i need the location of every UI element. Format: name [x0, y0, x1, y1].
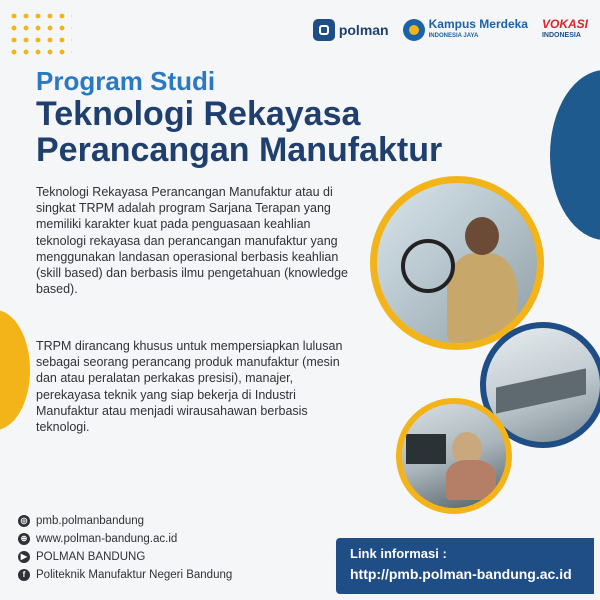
photo-head [465, 217, 499, 255]
contact-facebook[interactable] [18, 566, 232, 584]
contact-instagram[interactable] [18, 512, 232, 530]
header-logos [313, 18, 588, 42]
kampus-merdeka-icon [403, 19, 425, 41]
blue-shape-decoration [550, 70, 600, 240]
contact-youtube[interactable] [18, 548, 232, 566]
polman-logo-text: polman [338, 22, 389, 38]
yellow-shape-decoration [0, 310, 30, 430]
monitor-shape [406, 434, 446, 464]
info-url-link[interactable]: http://pmb.polman-bandung.ac.id [350, 566, 572, 582]
program-title [36, 96, 442, 168]
contact-list [18, 512, 232, 584]
info-label: Link informasi : [350, 546, 447, 561]
dot-pattern-decoration [8, 10, 72, 58]
student-scanner-photo [370, 176, 544, 350]
kampus-merdeka-logo [403, 18, 528, 42]
contact-website[interactable] [18, 530, 232, 548]
student-computer-photo [396, 398, 512, 514]
program-title-line2: Perancangan Manufaktur [36, 131, 443, 169]
contact-text: www.polman-bandung.ac.id [36, 533, 178, 545]
vokasi-logo [542, 18, 588, 42]
program-label: Program Studi [36, 66, 216, 96]
kampus-merdeka-text: Kampus Merdeka INDONESIA JAYA [428, 17, 528, 39]
polman-logo [313, 19, 389, 41]
program-title-line1: Teknologi Rekayasa [36, 95, 361, 133]
contact-text: pmb.polmanbandung [36, 515, 145, 527]
contact-text: POLMAN BANDUNG [36, 551, 146, 563]
photo-figure [446, 460, 496, 500]
contact-text: Politeknik Manufaktur Negeri Bandung [36, 569, 233, 581]
info-link-box[interactable] [336, 538, 594, 594]
youtube-icon: ▶ [18, 551, 30, 563]
vokasi-text: VOKASI INDONESIA [541, 17, 588, 39]
web-icon: ⊕ [18, 533, 30, 545]
photo-figure [447, 253, 517, 343]
polman-logo-icon [313, 19, 335, 41]
description-paragraph-1: Teknologi Rekayasa Perancangan Manufaktur atau di singkat TRPM adalah program Sarjana Terapan yang memiliki karakter kuat pada penguasaan keahlian teknologi rekayasa dan perancangan manufaktur yang menggunakan landasan operasional berbasis keahlian (skill based) dan berbasis ilmu pengetahuan (knowledge based). [36, 185, 348, 297]
drafting-tables [496, 368, 586, 413]
instagram-icon: ◎ [18, 515, 30, 527]
scanner-device [401, 239, 455, 293]
description-paragraph-2: TRPM dirancang khusus untuk mempersiapkan lulusan sebagai seorang perancang produk manufaktur (mesin dan atau peralatan perkakas presisi), manajer, perekayasa teknik yang siap bekerja di Industri Manufaktur atau menjadi wirausahawan berbasis teknologi. [36, 339, 343, 435]
facebook-icon: f [18, 569, 30, 581]
